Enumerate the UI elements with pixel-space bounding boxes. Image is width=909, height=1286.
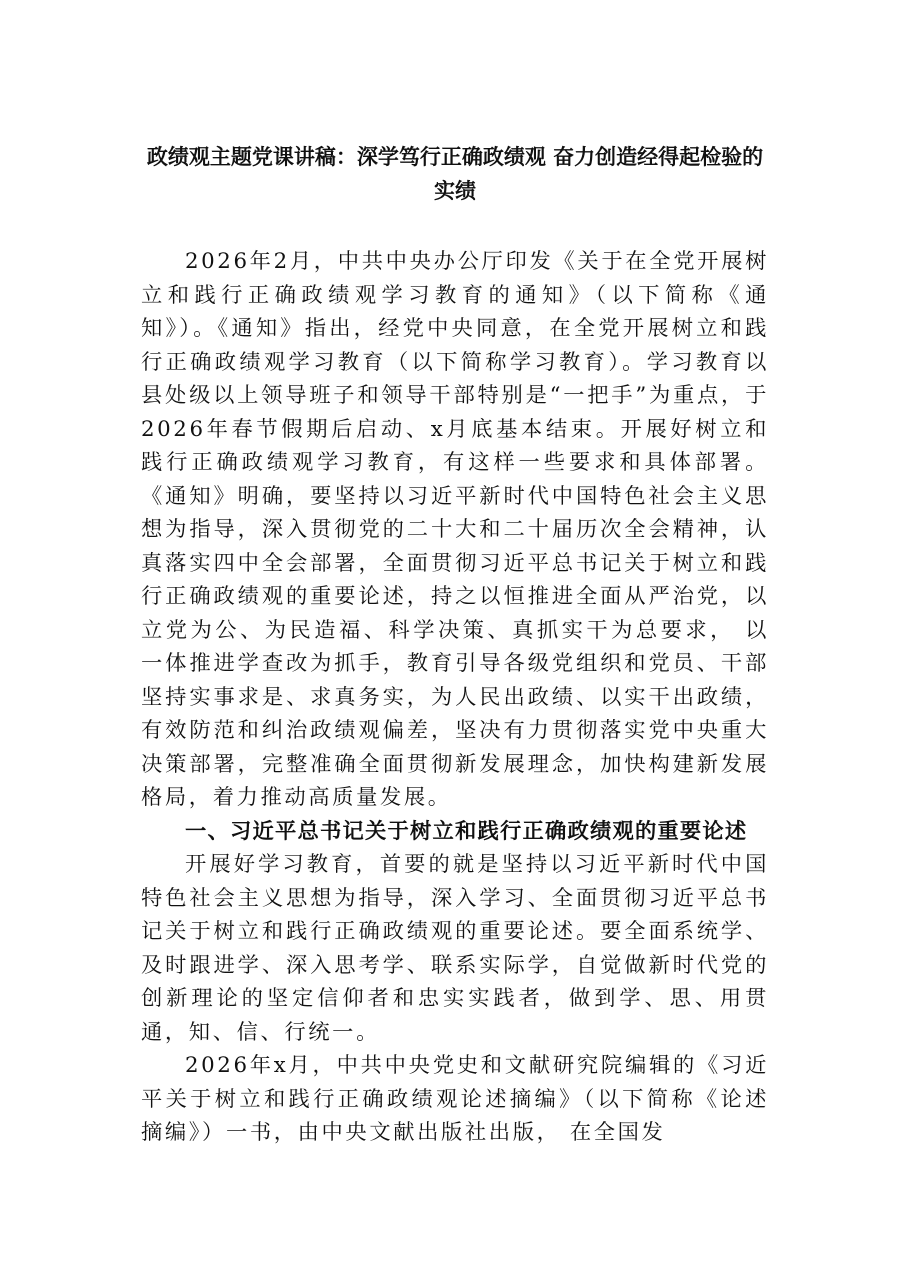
document-body [141,245,769,1150]
paragraph-section-1: 开展好学习教育，首要的就是坚持以习近平新时代中国特色社会主义思想为指导，深入学习、全面贯彻习近平总书记关于树立和践行正确政绩观的重要论述。要全面系统学、及时跟进学、深入思考学、联系实际学，自觉做新时代党的创新理论的坚定信仰者和忠实实践者，做到学、思、用贯通，知、信、行统一。 [141,852,769,1045]
paragraph-section-1-continued: 2026年x月，中共中央党史和文献研究院编辑的《习近平关于树立和践行正确政绩观论述摘编》（以下简称《论述摘编》）一书，由中央文献出版社出版， 在全国发 [141,1053,769,1145]
section-heading-1: 一、习近平总书记关于树立和践行正确政绩观的重要论述 [185,818,748,844]
document-title: 政绩观主题党课讲稿：深学笃行正确政绩观 奋力创造经得起检验的实绩 [146,145,764,203]
document-page [141,140,769,1150]
paragraph-intro: 2026年2月，中共中央办公厅印发《关于在全党开展树立和践行正确政绩观学习教育的通知》（以下简称《通知》）。《通知》指出，经党中央同意，在全党开展树立和践行正确政绩观学习教育（以下简称学习教育）。学习教育以县处级以上领导班子和领导干部特别是“一把手”为重点，于2026年春节假期后启动、x月底基本结束。开展好树立和践行正确政绩观学习教育，有这样一些要求和具体部署。《通知》明确，要坚持以习近平新时代中国特色社会主义思想为指导，深入贯彻党的二十大和二十届历次全会精神，认真落实四中全会部署，全面贯彻习近平总书记关于树立和践行正确政绩观的重要论述，持之以恒推进全面从严治党，以立党为公、为民造福、科学决策、真抓实干为总要求， 以一体推进学查改为抓手，教育引导各级党组织和党员、干部坚持实事求是、求真务实，为人民出政绩、以实干出政绩，有效防范和纠治政绩观偏差，坚决有力贯彻落实党中央重大决策部署，完整准确全面贯彻新发展理念，加快构建新发展格局，着力推动高质量发展。 [141,249,769,810]
